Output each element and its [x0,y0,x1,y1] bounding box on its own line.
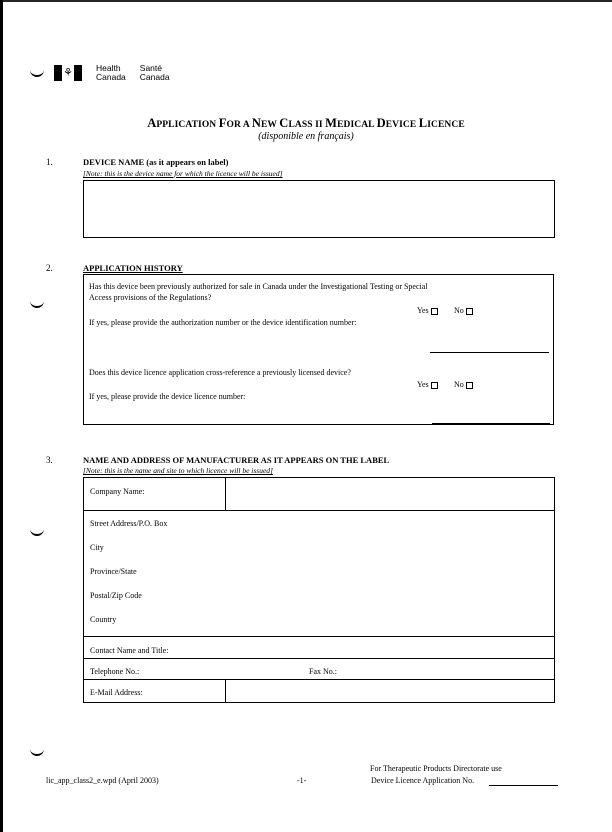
manufacturer-table [83,477,555,703]
maple-leaf-icon: ⚘ [63,66,73,79]
q2-no-option[interactable]: No [454,380,473,389]
email-label: E-Mail Address: [90,688,143,697]
contact-name-field[interactable] [204,637,552,658]
page-number: -1- [297,776,307,785]
punch-hole-icon [30,748,44,756]
fax-field[interactable] [344,659,549,679]
company-name-field[interactable] [226,478,554,510]
q2-yes-option[interactable]: Yes [417,380,438,389]
section-heading-device-name: DEVICE NAME (as it appears on label) [83,157,229,167]
contact-name-label: Contact Name and Title: [90,646,169,655]
q2-text: Does this device licence application cross-reference a previously licensed device? [89,368,351,377]
country-label: Country [90,615,117,624]
company-name-label: Company Name: [90,487,145,496]
department-name-fr: Santé Canada [139,63,170,82]
office-use-label: For Therapeutic Products Directorate use [370,764,502,773]
section-heading-application-history: APPLICATION HISTORY [83,263,183,273]
application-number-field[interactable] [489,785,558,786]
section-heading-manufacturer: NAME AND ADDRESS OF MANUFACTURER AS IT APPEARS ON THE LABEL [83,455,390,465]
section-note: [Note: this is the name and site to which licence will be issued] [83,466,273,475]
telephone-field[interactable] [154,659,304,679]
section-number: 3. [46,455,53,465]
section-number: 2. [46,263,53,273]
page-subtitle: (disponible en français) [258,131,354,142]
footer-filename: lic_app_class2_e.wpd (April 2003) [46,776,159,785]
q1-text-cont: Access provisions of the Regulations? [89,293,212,302]
q1-no-option[interactable]: No [454,306,473,315]
email-field[interactable] [226,680,552,702]
city-label: City [90,543,104,552]
device-name-field[interactable] [83,180,555,238]
street-address-label: Street Address/P.O. Box [90,519,168,528]
q2-yes-checkbox[interactable] [431,382,438,389]
department-name-en: Health Canada [96,63,126,82]
canada-flag-icon [54,65,82,81]
section-number: 1. [46,157,53,167]
telephone-label: Telephone No.: [90,667,140,676]
postal-code-label: Postal/Zip Code [90,591,142,600]
page-title: APPLICATION FOR A NEW CLASS II MEDICAL DEVICE LICENCE [147,116,465,130]
address-field[interactable] [194,511,552,636]
fax-label: Fax No.: [309,667,337,676]
province-label: Province/State [90,567,137,576]
section-note: [Note: this is the device name for which the licence will be issued] [83,169,283,178]
punch-hole-icon [30,528,44,536]
q2-followup-label: If yes, please provide the device licence number: [89,392,246,401]
punch-hole-icon [30,300,44,308]
punch-hole-icon [30,69,44,77]
application-history-box [83,274,554,425]
health-canada-logo [30,64,170,82]
q1-no-checkbox[interactable] [466,308,473,315]
q1-yes-checkbox[interactable] [431,308,438,315]
authorization-number-field[interactable] [430,352,549,353]
q2-no-checkbox[interactable] [466,382,473,389]
application-number-label: Device Licence Application No. [371,776,475,785]
q1-yes-option[interactable]: Yes [417,306,438,315]
q1-followup-label: If yes, please provide the authorization number or the device identification number: [89,318,357,327]
divider [83,424,553,425]
q1-text: Has this device been previously authorized for sale in Canada under the Investigational Testing or Special [89,282,428,291]
scan-edge-top [0,0,612,2]
